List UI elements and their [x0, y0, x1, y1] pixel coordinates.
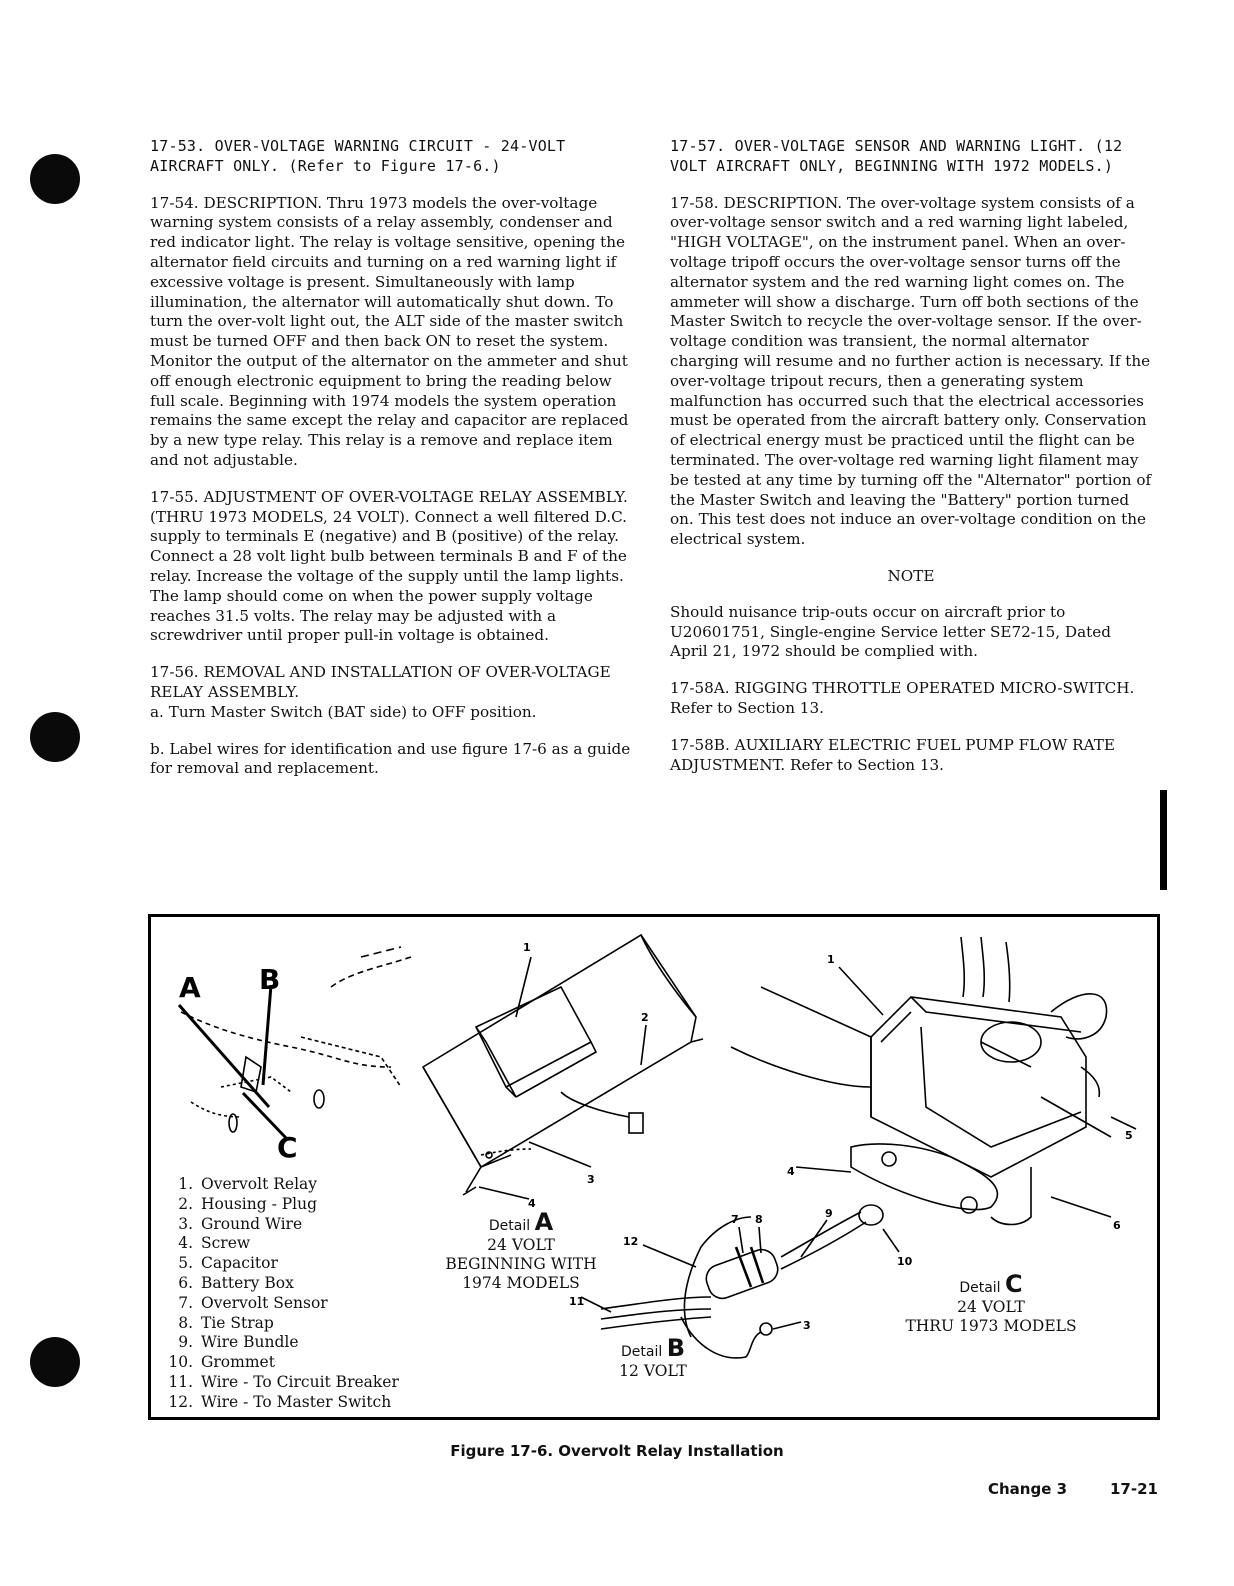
legend-number: 12.	[168, 1392, 193, 1411]
footer-page-number: 17-21	[1110, 1480, 1158, 1498]
change-bar	[1160, 790, 1167, 890]
section-17-56-heading: 17-56. REMOVAL AND INSTALLATION OF OVER-VOLTAGE RELAY ASSEMBLY.	[150, 663, 611, 701]
callout-6: 6	[1113, 1219, 1121, 1232]
callout-4-detail-a: 4	[528, 1197, 536, 1210]
legend-label: Overvolt Sensor	[201, 1293, 328, 1312]
legend-item	[161, 1333, 399, 1353]
callout-12: 12	[623, 1235, 639, 1248]
detail-c-line2: THRU 1973 MODELS	[905, 1317, 1077, 1335]
legend-label: Capacitor	[201, 1254, 278, 1273]
callout-3-detail-b: 3	[803, 1319, 811, 1332]
callout-8: 8	[755, 1213, 763, 1226]
legend-number: 5.	[178, 1254, 193, 1273]
legend-item	[161, 1353, 399, 1373]
note-body: Should nuisance trip-outs occur on aircraft prior to U20601751, Single-engine Service letter SE72-15, Dated April 21, 1972 should be complied with.	[670, 602, 1111, 661]
detail-a-line1: 24 VOLT	[487, 1236, 555, 1254]
detail-c-word: Detail	[959, 1280, 1001, 1296]
legend-item	[161, 1215, 399, 1235]
legend-label: Tie Strap	[201, 1313, 274, 1332]
legend-item	[161, 1373, 399, 1393]
binder-hole-middle	[30, 712, 80, 762]
legend-number: 10.	[168, 1353, 193, 1372]
detail-a-letter: A	[534, 1208, 554, 1236]
detail-a-word: Detail	[488, 1218, 531, 1234]
figure-caption: Figure 17-6. Overvolt Relay Installation	[450, 1442, 784, 1460]
section-17-57-heading: 17-57. OVER-VOLTAGE SENSOR AND WARNING LIGHT. (12 VOLT AIRCRAFT ONLY, BEGINNING WITH 1972 MODELS.)	[670, 137, 1123, 175]
callout-11: 11	[569, 1295, 585, 1308]
binder-hole-bottom	[30, 1337, 80, 1387]
aircraft-overview-sketch	[179, 947, 411, 1139]
section-17-54-description: 17-54. DESCRIPTION. Thru 1973 models the over-voltage warning system consists of a relay assembly, condenser and red indicator light. The relay is voltage sensitive, opening the alternator field circuits and turning on a red warning light if excessive voltage is present. Simultaneously with lamp illumination, the alternator will automatically shut down. To turn the over-volt light out, the ALT side of the master switch must be turned OFF and then back ON to reset the system. Monitor the output of the alternator on the ammeter and shut off enough electronic equipment to bring the reading below full scale. Beginning with 1974 models the system operation remains the same except the relay and capacitor are replaced by a new type relay. This relay is a remove and replace item and not adjustable.	[150, 193, 629, 469]
legend-item	[161, 1254, 399, 1274]
detail-a-label	[426, 1208, 616, 1293]
note-title: NOTE	[887, 566, 935, 585]
legend-number: 6.	[178, 1273, 193, 1292]
callout-4-detail-c: 4	[787, 1165, 795, 1178]
detail-b-line1: 12 VOLT	[619, 1362, 687, 1380]
figure-legend	[161, 1175, 399, 1413]
legend-number: 9.	[178, 1333, 193, 1352]
callout-9: 9	[825, 1207, 833, 1220]
footer-change: Change 3	[988, 1480, 1068, 1498]
legend-item	[161, 1393, 399, 1413]
callout-10: 10	[897, 1255, 913, 1268]
legend-number: 8.	[178, 1313, 193, 1332]
legend-label: Battery Box	[201, 1273, 294, 1292]
detail-c-letter: C	[1005, 1270, 1023, 1298]
legend-label: Ground Wire	[201, 1214, 303, 1233]
legend-label: Grommet	[201, 1353, 275, 1372]
legend-label: Wire Bundle	[201, 1333, 299, 1352]
detail-b-letter: B	[666, 1334, 685, 1362]
callout-1-detail-a: 1	[523, 941, 531, 954]
detail-b-drawing	[601, 1205, 883, 1358]
legend-item	[161, 1234, 399, 1254]
legend-label: Wire - To Master Switch	[201, 1392, 392, 1411]
overview-label-b: B	[259, 963, 281, 996]
legend-number: 2.	[178, 1194, 193, 1213]
legend-item	[161, 1294, 399, 1314]
step-b: b. Label wires for identification and use figure 17-6 as a guide for removal and replacement.	[150, 739, 631, 778]
detail-a-line3: 1974 MODELS	[462, 1274, 580, 1292]
detail-b-word: Detail	[621, 1344, 663, 1360]
detail-b-label	[603, 1334, 703, 1381]
legend-item	[161, 1175, 399, 1195]
legend-label: Overvolt Relay	[201, 1175, 318, 1193]
step-a: a. Turn Master Switch (BAT side) to OFF position.	[150, 702, 537, 721]
legend-item	[161, 1195, 399, 1215]
binder-hole-top	[30, 154, 80, 204]
detail-c-line1: 24 VOLT	[957, 1298, 1025, 1316]
legend-number: 7.	[178, 1293, 193, 1312]
right-column	[670, 137, 1152, 792]
section-17-53-heading: 17-53. OVER-VOLTAGE WARNING CIRCUIT - 24-VOLT AIRCRAFT ONLY. (Refer to Figure 17-6.)	[150, 137, 566, 175]
section-17-58-description: 17-58. DESCRIPTION. The over-voltage system consists of a over-voltage sensor switch and a red warning light labeled, "HIGH VOLTAGE", on the instrument panel. When an over-voltage tripoff occurs the over-voltage sensor turns off the alternator system and the red warning light comes on. The ammeter will show a discharge. Turn off both sections of the Master Switch to recycle the over-voltage sensor. If the over-voltage condition was transient, the normal alternator charging will resume and no further action is necessary. If the over-voltage tripout recurs, then a generating system malfunction has occurred such that the electrical accessories must be operated from the aircraft battery only. Conservation of electrical energy must be practiced until the flight can be terminated. The over-voltage red warning light filament may be tested at any time by turning off the "Alternator" portion of the Master Switch and leaving the "Battery" portion turned on. This test does not induce an over-voltage condition on the electrical system.	[670, 193, 1152, 549]
legend-label: Screw	[201, 1234, 251, 1253]
legend-label: Wire - To Circuit Breaker	[201, 1372, 399, 1391]
overview-label-a: A	[179, 971, 201, 1004]
legend-label: Housing - Plug	[201, 1194, 318, 1213]
figure-17-6	[148, 914, 1160, 1420]
legend-number: 11.	[168, 1372, 193, 1391]
callout-7: 7	[731, 1213, 739, 1226]
section-17-58b: 17-58B. AUXILIARY ELECTRIC FUEL PUMP FLOW RATE ADJUSTMENT. Refer to Section 13.	[670, 735, 1115, 774]
section-17-55-adjustment: 17-55. ADJUSTMENT OF OVER-VOLTAGE RELAY ASSEMBLY. (THRU 1973 MODELS, 24 VOLT). Connect a well filtered D.C. supply to terminals E (negative) and B (positive) of the relay. Connect a 28 volt light bulb between terminals B and F of the relay. Increase the voltage of the supply until the lamp lights. The lamp should come on when the power supply voltage reaches 31.5 volts. The relay may be adjusted with a screwdriver until proper pull-in voltage is obtained.	[150, 487, 628, 645]
legend-number: 4.	[178, 1234, 193, 1253]
legend-item	[161, 1274, 399, 1294]
legend-number: 1.	[178, 1175, 193, 1193]
detail-a-line2: BEGINNING WITH	[445, 1255, 597, 1273]
callout-2: 2	[641, 1011, 649, 1024]
legend-number: 3.	[178, 1214, 193, 1233]
section-17-58a: 17-58A. RIGGING THROTTLE OPERATED MICRO-SWITCH. Refer to Section 13.	[670, 679, 1135, 717]
callout-5: 5	[1125, 1129, 1133, 1142]
detail-c-drawing	[731, 937, 1111, 1225]
callout-1-detail-c: 1	[827, 953, 835, 966]
overview-label-c: C	[277, 1131, 298, 1164]
left-column	[150, 137, 632, 796]
detail-c-label	[891, 1270, 1091, 1336]
callout-3-detail-a: 3	[587, 1173, 595, 1186]
legend-item	[161, 1314, 399, 1334]
